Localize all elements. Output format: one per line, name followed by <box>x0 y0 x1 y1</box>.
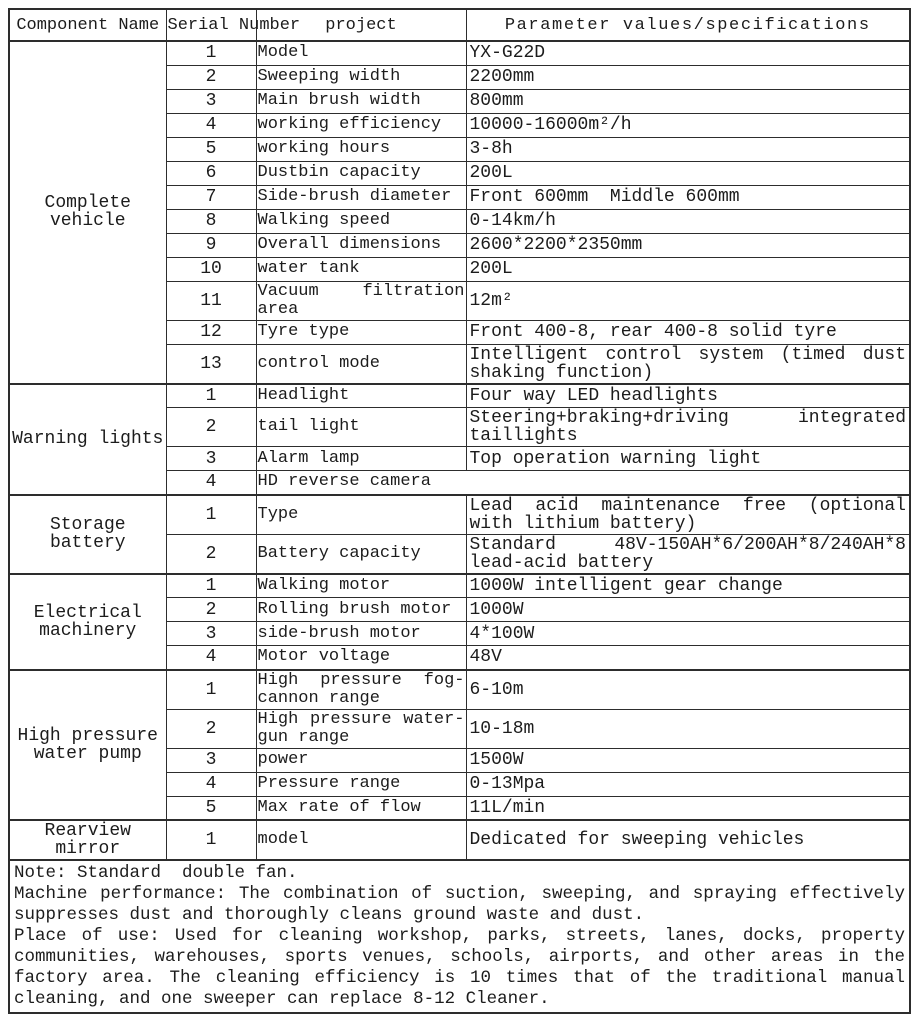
project-cell: Headlight <box>256 384 466 408</box>
notes-section <box>9 860 910 1013</box>
project-cell: Rolling brush motor <box>256 598 466 622</box>
value-cell: 2200mm <box>466 65 910 89</box>
serial-cell: 3 <box>166 89 256 113</box>
project-cell: Type <box>256 495 466 535</box>
place-of-use-paragraph: Place of use: Used for cleaning workshop, parks, streets, lanes, docks, property communities, warehouses, sports venues, schools, airports, and other areas in the factory area. The cleaning efficiency is 10 times that of the traditional manual cleaning, and one sweeper can replace 8-12 Cleaner. <box>14 926 905 1009</box>
component-cell: Complete vehicle <box>9 41 166 384</box>
project-cell: water tank <box>256 257 466 281</box>
project-cell: Main brush width <box>256 89 466 113</box>
value-cell: 0-14km/h <box>466 209 910 233</box>
value-cell: 48V <box>466 646 910 670</box>
project-cell: High pressure fog-cannon range <box>257 670 465 708</box>
notes-cell <box>9 860 910 1013</box>
value-cell: Front 400-8, rear 400-8 solid tyre <box>466 320 910 344</box>
component-cell: Warning lights <box>9 384 166 495</box>
serial-cell: 2 <box>166 598 256 622</box>
component-cell: Rearview mirror <box>9 820 166 860</box>
value-cell: 2600*2200*2350mm <box>466 233 910 257</box>
table-row <box>9 495 910 535</box>
table-row <box>9 670 910 710</box>
value-cell: Lead acid maintenance free (optional with lithium battery) <box>466 495 910 535</box>
project-value-cell: HD reverse camera <box>256 471 910 495</box>
serial-cell: 4 <box>166 772 256 796</box>
serial-cell: 5 <box>166 137 256 161</box>
project-cell: Dustbin capacity <box>256 161 466 185</box>
project-cell: Overall dimensions <box>256 233 466 257</box>
value-cell: 12m² <box>466 281 910 320</box>
value-cell: 0-13Mpa <box>466 772 910 796</box>
serial-cell: 4 <box>166 471 256 495</box>
value-cell: 1500W <box>466 748 910 772</box>
value-cell: Standard 48V-150AH*6/200AH*8/240AH*8 lead-acid battery <box>466 534 910 574</box>
project-cell: Alarm lamp <box>256 447 466 471</box>
serial-cell: 11 <box>166 281 256 320</box>
header-row <box>9 9 910 41</box>
project-cell: Walking motor <box>256 574 466 598</box>
serial-cell: 1 <box>166 670 256 710</box>
project-cell: working efficiency <box>256 113 466 137</box>
machine-performance-paragraph: Machine performance: The combination of suction, sweeping, and spraying effectively suppresses dust and thoroughly cleans ground waste and dust. <box>14 884 905 925</box>
project-cell: High pressure water-gun range <box>257 709 465 747</box>
serial-cell: 1 <box>166 384 256 408</box>
value-cell: 800mm <box>466 89 910 113</box>
project-cell: control mode <box>256 344 466 384</box>
notes-row <box>9 860 910 1013</box>
header-parameter: Parameter values/specifications <box>466 9 910 41</box>
project-cell: side-brush motor <box>256 622 466 646</box>
value-cell: 6-10m <box>466 670 910 710</box>
project-cell: model <box>256 820 466 860</box>
project-cell: Sweeping width <box>256 65 466 89</box>
serial-cell: 9 <box>166 233 256 257</box>
value-cell: 200L <box>466 257 910 281</box>
value-cell: 4*100W <box>466 622 910 646</box>
value-cell: 1000W intelligent gear change <box>466 574 910 598</box>
value-cell: YX-G22D <box>466 41 910 65</box>
table-row <box>9 41 910 65</box>
value-cell: Four way LED headlights <box>466 384 910 408</box>
project-cell: Model <box>256 41 466 65</box>
serial-cell: 1 <box>166 41 256 65</box>
value-cell: Steering+braking+driving integrated taillights <box>466 408 910 447</box>
component-cell: Storage battery <box>9 495 166 574</box>
serial-cell: 4 <box>166 646 256 670</box>
project-cell: Motor voltage <box>256 646 466 670</box>
project-cell: Max rate of flow <box>256 796 466 820</box>
spec-table <box>8 8 911 1014</box>
project-cell: Tyre type <box>256 320 466 344</box>
value-cell: 10-18m <box>466 709 910 748</box>
serial-cell: 10 <box>166 257 256 281</box>
project-cell: Vacuum filtration area <box>257 281 465 319</box>
serial-cell: 1 <box>166 820 256 860</box>
value-cell: Top operation warning light <box>466 447 910 471</box>
serial-cell: 4 <box>166 113 256 137</box>
serial-cell: 13 <box>166 344 256 384</box>
component-cell: Electrical machinery <box>9 574 166 670</box>
project-cell: Walking speed <box>256 209 466 233</box>
serial-cell: 2 <box>166 408 256 447</box>
value-cell: Front 600mm Middle 600mm <box>466 185 910 209</box>
table-row <box>9 820 910 860</box>
table-row <box>9 384 910 408</box>
serial-cell: 3 <box>166 748 256 772</box>
serial-cell: 3 <box>166 447 256 471</box>
value-cell: Intelligent control system (timed dust shaking function) <box>466 344 910 384</box>
serial-cell: 1 <box>166 495 256 535</box>
note-paragraph: Note: Standard double fan. <box>14 863 298 883</box>
serial-cell: 8 <box>166 209 256 233</box>
header-component: Component Name <box>9 9 166 41</box>
project-cell: Pressure range <box>256 772 466 796</box>
serial-cell: 1 <box>166 574 256 598</box>
serial-cell: 6 <box>166 161 256 185</box>
header-serial: Serial Number <box>166 9 256 41</box>
value-cell: 200L <box>466 161 910 185</box>
project-cell: Side-brush diameter <box>256 185 466 209</box>
value-cell: 1000W <box>466 598 910 622</box>
value-cell: Dedicated for sweeping vehicles <box>466 820 910 860</box>
project-cell: working hours <box>256 137 466 161</box>
value-cell: 11L/min <box>466 796 910 820</box>
value-cell: 3-8h <box>466 137 910 161</box>
serial-cell: 3 <box>166 622 256 646</box>
component-cell: High pressure water pump <box>9 670 166 821</box>
header-project: project <box>256 9 466 41</box>
serial-cell: 2 <box>166 534 256 574</box>
serial-cell: 12 <box>166 320 256 344</box>
serial-cell: 7 <box>166 185 256 209</box>
project-cell: power <box>256 748 466 772</box>
serial-cell: 2 <box>166 65 256 89</box>
project-cell: tail light <box>256 408 466 447</box>
serial-cell: 2 <box>166 709 256 748</box>
value-cell: 10000-16000m²/h <box>466 113 910 137</box>
project-cell: Battery capacity <box>256 534 466 574</box>
serial-cell: 5 <box>166 796 256 820</box>
table-row <box>9 574 910 598</box>
